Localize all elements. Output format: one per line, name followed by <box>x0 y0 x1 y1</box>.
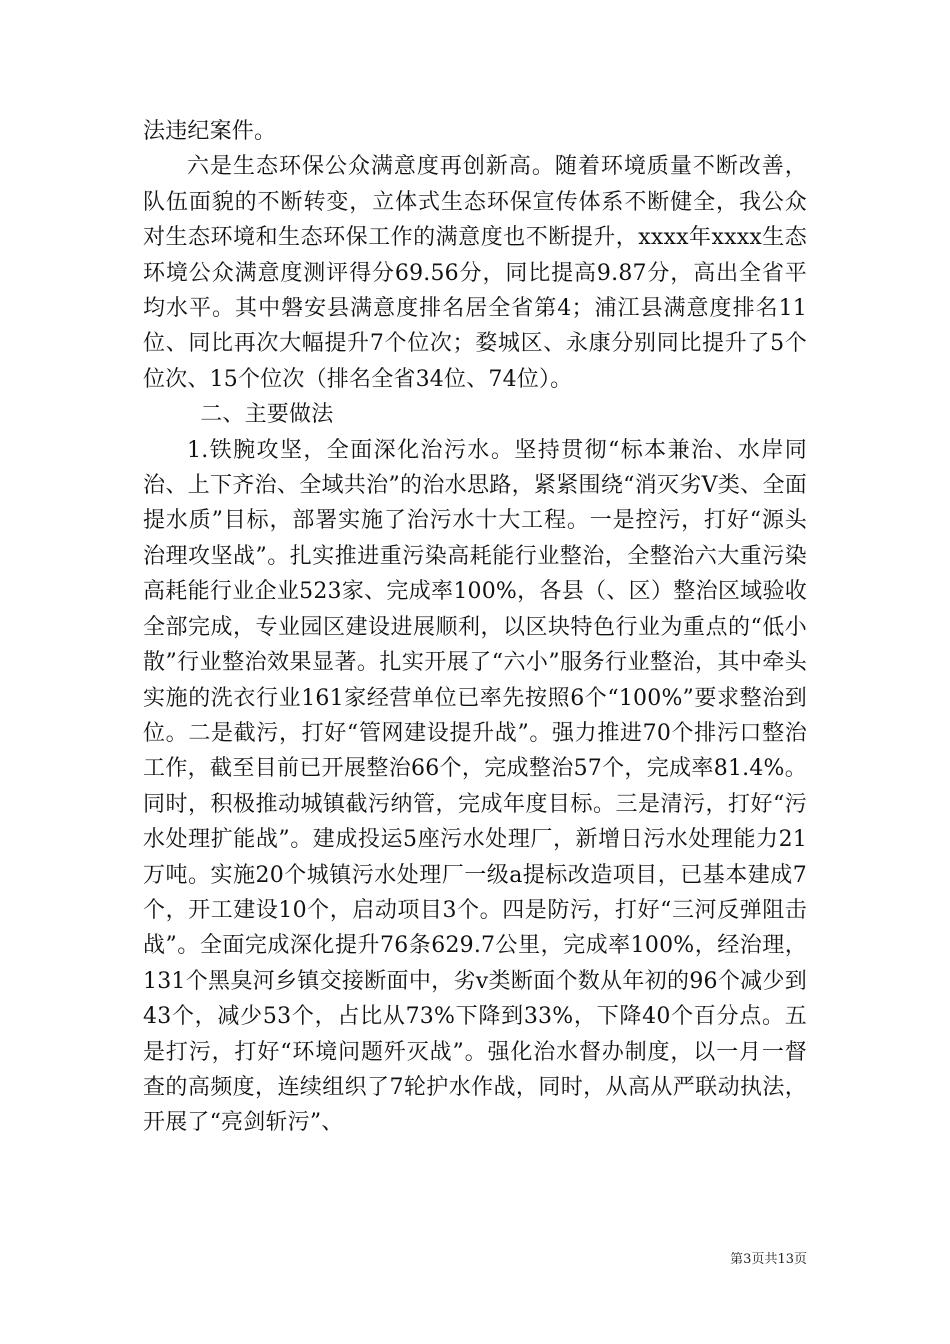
paragraph-continuation: 法违纪案件。 <box>143 119 277 144</box>
paragraph-satisfaction: 六是生态环保公众满意度再创新高。随着环境质量不断改善，队伍面貌的不断转变，立体式生态环保宣传体系不断健全，我公众对生态环境和生态环保工作的满意度也不断提升，xxxx年xxxx生态环境公众满意度测评得分69.56分，同比提高9.87分，高出全省平均水平。其中磐安县满意度排名居全省第4；浦江县满意度排名11位、同比再次大幅提升7个位次；婺城区、永康分别同比提升了5个位次、15个位次（排名全省34位、74位）。 <box>143 154 807 392</box>
document-body <box>143 114 807 1141</box>
page-number: 第3页共13页 <box>730 1252 807 1267</box>
section-heading-main-practices: 二、主要做法 <box>200 402 334 428</box>
paragraph-water-treatment: 1.铁腕攻坚，全面深化治污水。坚持贯彻“标本兼治、水岸同治、上下齐治、全域共治”的治水思路，紧紧围绕“消灭劣Ⅴ类、全面提水质”目标，部署实施了治污水十大工程。一是控污，打好“源头治理攻坚战”。扎实推进重污染高耗能行业整治，全整治六大重污染高耗能行业企业523家、完成率100%，各县（、区）整治区域验收全部完成，专业园区建设进展顺利，以区块特色行业为重点的“低小散”行业整治效果显著。扎实开展了“六小”服务行业整治，其中牵头实施的洗衣行业161家经营单位已率先按照6个“100%”要求整治到位。二是截污，打好“管网建设提升战”。强力推进70个排污口整治工作，截至目前已开展整治66个，完成整治57个，完成率81.4%。同时，积极推动城镇截污纳管，完成年度目标。三是清污，打好“污水处理扩能战”。建成投运5座污水处理厂，新增日污水处理能力21万吨。实施20个城镇污水处理厂一级a提标改造项目，已基本建成7个，开工建设10个，启动项目3个。四是防污，打好“三河反弹阻击战”。全面完成深化提升76条629.7公里，完成率100%，经治理，131个黑臭河乡镇交接断面中，劣v类断面个数从年初的96个减少到43个，减少53个，占比从73%下降到33%，下降40个百分点。五是打污，打好“环境问题歼灭战”。强化治水督办制度，以一月一督查的高频度，连续组织了7轮护水作战，同时，从高从严联动执法，开展了“亮剑斩污”、 <box>143 437 807 1136</box>
